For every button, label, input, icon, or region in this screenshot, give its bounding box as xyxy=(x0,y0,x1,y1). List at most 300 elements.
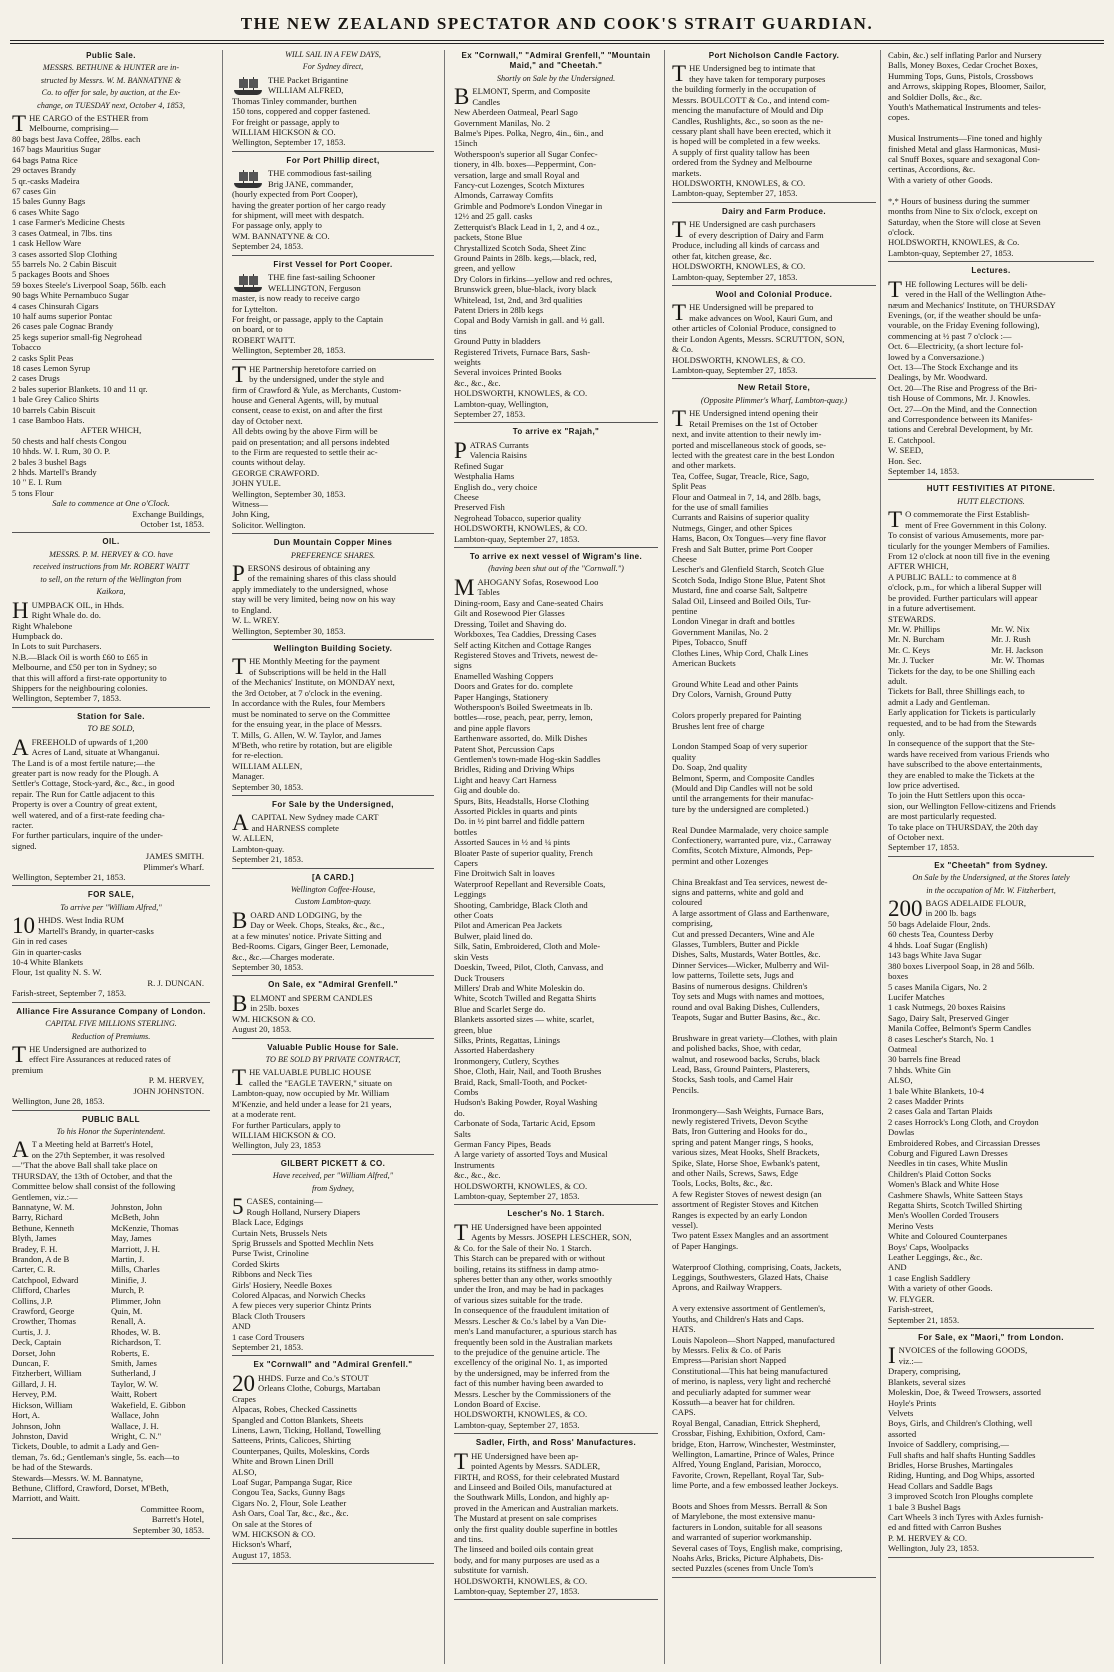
ad-text-line: Gin in quarter-casks xyxy=(12,946,82,957)
ad-text-line: until the arrangements for their manufac- xyxy=(672,793,814,804)
name-right: Waitt, Robert xyxy=(111,1389,158,1400)
ad-text-line: to the prejudice of the genuine article. The xyxy=(454,1346,600,1357)
name-pair-row xyxy=(888,624,1094,634)
drop-initial: 5 xyxy=(232,1194,244,1220)
ad-text-line: Salts xyxy=(454,1128,471,1139)
ad-text-line: Confectionery, warranted pure, viz., Carraway xyxy=(672,835,832,845)
drop-initial: P xyxy=(232,561,245,587)
ad-text-line: Girls' Hosiery, Needle Boxes xyxy=(232,1279,332,1290)
ad-lead-line: HE Partnership heretofore carried on xyxy=(249,363,377,374)
ad-text-line: 2 cases Madder Prints xyxy=(888,1095,964,1106)
ad-text-line: Ironmongery—Sash Weights, Furnace Bars, xyxy=(672,1105,824,1116)
ad-text-line: The Land is of a most fertile nature;—the xyxy=(12,757,155,768)
ad-lead-line: they have taken for temporary purposes xyxy=(689,73,826,84)
name-right: Wakefield, E. Gibbon xyxy=(111,1399,186,1410)
ad-text-line: Bloater Paste of superior quality, French xyxy=(454,847,593,858)
ad-text-line: 380 boxes Liverpool Soap, in 28 and 56lb. xyxy=(888,960,1035,971)
ad-text-line: 8 cases Lescher's Starch, No. 1 xyxy=(888,1033,995,1044)
ad-text-line: Braid, Rack, Small-Tooth, and Pocket- xyxy=(454,1076,588,1087)
name-right: Minifie, J. xyxy=(111,1274,147,1285)
ad-text-line: Messrs. Lescher by the Commissioners of the xyxy=(454,1388,611,1399)
ad-text-line: Wotherspoon's superior all Sugar Confec- xyxy=(454,148,598,159)
ad-lead-line: Day or Week. Chops, Steaks, &c., &c., xyxy=(250,920,385,931)
ad-text-line: Belmont, Sperm, and Composite Candles xyxy=(672,772,815,783)
column-divider xyxy=(222,50,223,1664)
name-pair-row xyxy=(12,1337,210,1347)
ad-text-line: *,* Hours of business during the summer xyxy=(888,195,1030,206)
name-left: Blyth, James xyxy=(12,1233,57,1244)
ad-text-line: Balme's Pipes. Polka, Negro, 4in., 6in., and xyxy=(454,128,604,139)
ad-heading: To arrive ex "Rajah," xyxy=(512,427,600,437)
ad-text-line: certinas, Accordions, &c. xyxy=(888,164,976,175)
ad-text-line: greater part is now ready for the Plough. A xyxy=(12,767,159,778)
ad-heading: New Retail Store, xyxy=(737,383,811,393)
ad-lead xyxy=(888,507,1094,533)
ad-text-line: Shoe, Cloth, Hair, Nail, and Tooth Brushes xyxy=(454,1066,602,1077)
ad-text-line: With a variety of other Goods. xyxy=(888,1283,993,1294)
ad-lead-line: Melbourne, comprising— xyxy=(29,123,119,134)
ad-text-line: 6 cases White Sago xyxy=(12,206,79,217)
name-left: Mr. W. Phillips xyxy=(888,623,941,634)
ad-text-line: Lambton-quay, September 27, 1853. xyxy=(672,188,798,199)
ad-text-line: Committee below shall consist of the following xyxy=(12,1181,176,1192)
ad-text-line: W. FLYGER. xyxy=(888,1293,935,1304)
ad-text-line: Witness— xyxy=(232,499,268,509)
drop-initial: I xyxy=(888,1343,896,1369)
ad-text-line: Cheese xyxy=(454,492,479,503)
ad-text-line: On sale at the Stores of xyxy=(232,1518,312,1529)
ad-text-line: Shippers for the neighbouring colonies. xyxy=(12,682,148,693)
ad-lead xyxy=(232,561,434,587)
advertisement xyxy=(232,1043,434,1155)
ad-text-line: 50 chests and half chests Congou xyxy=(12,435,127,446)
ad-text-line: Manila Coffee, Belmont's Sperm Candles xyxy=(888,1023,1031,1034)
ad-text-line: HOLDSWORTH, KNOWLES, & CO. xyxy=(454,1575,588,1586)
ad-text-line: M'Kenzie, and held under a lease for 21 years, xyxy=(232,1098,392,1109)
drop-initial: M xyxy=(454,574,475,600)
ad-text-line: Wotherspoon's Boiled Sweetmeats in lb. xyxy=(454,701,593,712)
ad-text-line: tins xyxy=(454,325,467,336)
ad-heading: Dun Mountain Copper Mines xyxy=(273,538,393,548)
ad-text-line: signed. xyxy=(12,840,37,851)
ad-text-line: low patterns, Toilette sets, Jugs and xyxy=(672,970,794,981)
ad-text-line: lected with the greatest care in the best London xyxy=(672,449,835,460)
ad-text-line: Gilt and Rosewood Pier Glasses xyxy=(454,608,565,619)
ad-text-line xyxy=(672,700,876,710)
ad-text-line: White, Scotch Twilled and Regatta Shirts xyxy=(454,993,596,1004)
masthead-rule-thin xyxy=(10,43,1104,44)
ad-text-line: 2 bales 3 bushel Bags xyxy=(12,456,87,467)
ad-text-line: 90 bags White Pernambuco Sugar xyxy=(12,290,129,301)
ad-text-line xyxy=(672,1095,876,1105)
advertisement xyxy=(888,861,1094,1329)
ad-text-line: 10-4 White Blankets xyxy=(12,957,83,968)
masthead-rule xyxy=(10,40,1104,41)
name-left: Bethune, Kenneth xyxy=(12,1222,75,1233)
ad-subheading: (Opposite Plimmer's Wharf, Lambton-quay.) xyxy=(700,395,848,405)
ad-text-line: walnut, and rosewood backs, Scrubs, black xyxy=(672,1053,820,1064)
ad-text-line: Salad Oil, Linseed and Boiled Oils, Tur- xyxy=(672,595,811,606)
ad-lead-line: Brig JANE, commander, xyxy=(268,178,354,189)
ad-text-line: at a few minutes' notice. Private Sitting and xyxy=(232,930,382,941)
ad-lead-line: BAGS ADELAIDE FLOUR, xyxy=(925,898,1027,909)
ad-lead-line: on the 27th September, it was resolved xyxy=(31,1149,165,1160)
ad-text-line: to England. xyxy=(232,604,272,615)
ad-text-line: Exchange Buildings, xyxy=(132,508,204,519)
ad-text-line: Westphalia Hams xyxy=(454,471,515,482)
name-left: Hort, A. xyxy=(12,1410,40,1421)
ad-subheading: in the occupation of Mr. W. Fitzherbert, xyxy=(926,885,1056,895)
ad-text-line xyxy=(672,1022,876,1032)
ad-lead-line: HE Undersigned will be prepared to xyxy=(689,302,814,313)
ad-text-line: & Co. xyxy=(672,344,694,355)
ad-text-line: of October next. xyxy=(888,832,945,843)
ad-text-line: 15inch xyxy=(454,138,478,149)
ad-text-line: AFTER WHICH, xyxy=(888,561,949,572)
ad-text-line: Wellington, September 17, 1853. xyxy=(232,137,346,148)
ad-text-line: Tickets for Ball, three Shillings each, to xyxy=(888,686,1025,697)
column-1 xyxy=(12,50,210,1664)
ad-text-line: of the Mechanics' Institute, on MONDAY next, xyxy=(232,677,395,688)
ad-text-line: For further Particulars, apply to xyxy=(232,1119,341,1130)
ad-text-line: Manager. xyxy=(232,771,265,782)
ad-lead xyxy=(232,75,434,96)
ad-text-line: HOLDSWORTH, KNOWLES, & CO. xyxy=(672,261,806,272)
ad-text-line: markets. xyxy=(672,167,702,178)
ad-lead-line: HE Monthly Meeting for the payment xyxy=(249,656,380,667)
ad-text-line: 1 cask Nutmegs, 20 boxes Raisins xyxy=(888,1002,1006,1013)
ad-text-line: 4 hhds. Loaf Sugar (English) xyxy=(888,939,988,950)
ad-text-line: Zetterquist's Black Lead in 1, 2, and 4 oz., xyxy=(454,221,600,232)
ad-text-line: admit a Lady and Gentleman. xyxy=(888,696,990,707)
ad-lead-line: HE Undersigned have been appointed xyxy=(471,1221,602,1232)
ad-heading: First Vessel for Port Cooper. xyxy=(273,259,393,269)
ad-text-line: is hoped will be completed in a few weeks. xyxy=(672,136,821,147)
ad-lead-line: ELMONT, Sperm, and Composite xyxy=(472,86,591,97)
ad-text-line: Colors properly prepared for Painting xyxy=(672,710,802,721)
ad-text-line: Carbonate of Soda, Tartaric Acid, Epsom xyxy=(454,1118,596,1129)
ad-text-line: Wellington, Lamartine, Prince of Wales, Prince xyxy=(672,1448,835,1459)
ad-text-line: Waterproof Clothing, comprising, Coats, Jackets, xyxy=(672,1261,842,1272)
ad-text-line: White and Coloured Counterpanes xyxy=(888,1231,1008,1242)
ad-heading: GILBERT PICKETT & CO. xyxy=(280,1158,386,1168)
ad-text-line: sected Puzzles (scenes from Uncle Tom's xyxy=(672,1563,814,1574)
advertisement xyxy=(232,538,434,640)
ad-text-line: WM. HICKSON & CO. xyxy=(232,1529,316,1540)
ad-lead xyxy=(454,1219,658,1245)
ad-text-line: tleman, 7s. 6d.; Gentleman's single, 5s. each—to xyxy=(12,1451,180,1462)
ad-text-line: excellency of the original No. 1, as imported xyxy=(454,1357,608,1368)
ad-text-line: WILLIAM HICKSON & CO. xyxy=(232,127,336,138)
name-pair-row xyxy=(12,1431,210,1441)
ad-text-line: Full shafts and half shafts Hunting Saddles xyxy=(888,1449,1036,1460)
ad-text-line: Negrohead Tobacco, superior quality xyxy=(454,512,582,523)
advertisement xyxy=(888,1333,1094,1558)
ad-text-line: proved in the American and Australian markets. xyxy=(454,1502,619,1513)
ad-lead-line: HE Undersigned are cash purchasers xyxy=(689,219,816,230)
ad-text-line: Head Collars and Saddle Bags xyxy=(888,1480,993,1491)
advertisement xyxy=(12,1007,210,1111)
ad-text-line: cal Snuff Boxes, square and sexagonal Con- xyxy=(888,154,1040,165)
ad-lead xyxy=(454,437,658,463)
ad-text-line: 2 cases Gala and Tartan Plaids xyxy=(888,1106,993,1117)
ad-text-line: and tins. xyxy=(454,1534,484,1544)
ad-text-line: Youths, and Children's Hats and Caps. xyxy=(672,1313,804,1324)
ad-subheading: change, on TUESDAY next, October 4, 1853, xyxy=(37,100,185,110)
ad-subheading: received instructions from Mr. ROBERT WAITT xyxy=(32,562,190,572)
ad-subheading: MESSRS. BETHUNE & HUNTER are in- xyxy=(42,63,180,73)
ad-text-line: firm of Crawford & Yule, as Merchants, Custom- xyxy=(232,384,402,395)
name-right: Sutherland, J xyxy=(111,1368,156,1379)
ad-text-line: 1 cask Hellow Ware xyxy=(12,238,82,249)
ad-text-line: well watered, and of a first-rate feeding cha- xyxy=(12,809,165,820)
ad-text-line: and pine apple flavors xyxy=(454,722,531,733)
ad-lead-line: NVOICES of the following GOODS, xyxy=(898,1345,1028,1356)
name-pair-row xyxy=(888,655,1094,665)
ad-text-line: Capers xyxy=(454,858,478,869)
ad-text-line: Fine Droitwich Salt in loaves xyxy=(454,868,555,879)
ad-lead-line: HE Undersigned have been ap- xyxy=(471,1450,579,1461)
ad-text-line: HOLDSWORTH, KNOWLES, & CO. xyxy=(672,178,806,189)
column-2 xyxy=(232,50,434,1664)
ad-lead-line: CASES, containing— xyxy=(246,1196,323,1207)
ad-text-line: In consequence of the support that the Ste- xyxy=(888,738,1035,749)
ad-text-line: August 20, 1853. xyxy=(232,1024,292,1035)
drop-initial: T xyxy=(232,361,247,387)
ad-text-line: E. Catchpool. xyxy=(888,434,936,445)
ad-text-line: Real Dundee Marmalade, very choice sample xyxy=(672,824,829,835)
ad-text-line: 60 chests Tea, Countess Derby xyxy=(888,929,994,940)
ad-text-line: Government Manilas, No. 2 xyxy=(672,626,769,637)
ad-subheading: CAPITAL FIVE MILLIONS STERLING. xyxy=(45,1019,177,1029)
name-pair-row xyxy=(12,1244,210,1254)
ad-text-line: Instruments xyxy=(454,1159,495,1170)
name-left: Bradey, F. H. xyxy=(12,1243,58,1254)
ad-text-line: Humming Tops, Guns, Pistols, Crossbows xyxy=(888,70,1034,81)
ad-lead-line: Retail Premises on the 1st of October xyxy=(689,418,818,429)
ad-text-line: coloured xyxy=(672,897,703,908)
ad-text-line: various sizes, Meat Hooks, Shelf Brackets, xyxy=(672,1147,820,1158)
column-5 xyxy=(888,50,1094,1664)
ad-heading: Sadler, Firth, and Ross' Manufactures. xyxy=(475,1438,637,1448)
name-pair-row xyxy=(12,1296,210,1306)
ad-lead-line: Right Whale do. do. xyxy=(31,609,101,620)
ad-text-line: Counterpanes, Quilts, Moleskins, Cords xyxy=(232,1445,370,1456)
ad-text-line: Congou Tea, Sacks, Gunny Bags xyxy=(232,1487,345,1498)
ad-text-line: Workboxes, Tea Caddies, Dressing Cases xyxy=(454,629,597,640)
ad-text-line: and Soldier Dolls, &c., &c. xyxy=(888,91,983,102)
name-right: Mr. W. Nix xyxy=(991,623,1030,634)
ad-text-line: September 17, 1853. xyxy=(888,842,960,853)
advertisement xyxy=(888,50,1094,262)
name-right: Murch, P. xyxy=(111,1285,145,1296)
ad-text-line: Solicitor. Wellington. xyxy=(232,519,306,530)
ad-text-line: the 3rd October, at 7 o'clock in the evening. xyxy=(232,687,383,698)
ad-text-line: Light and heavy Cart Harness xyxy=(454,774,557,785)
ad-text-line: Lambton-quay, September 27, 1853. xyxy=(672,271,798,282)
ad-text-line: the Southwark Mills, London, and highly ap- xyxy=(454,1492,610,1503)
ad-text-line: 3 improved Scotch Iron Ploughs complete xyxy=(888,1491,1033,1502)
ad-text-line xyxy=(888,185,1094,195)
ad-text-line xyxy=(672,669,876,679)
ad-text-line: Clothes Lines, Whip Cord, Chalk Lines xyxy=(672,647,809,658)
drop-initial: A xyxy=(12,1137,29,1163)
ad-date: Wellington, September 21, 1853. xyxy=(12,872,126,883)
ad-text-line: Boys, Girls, and Children's Clothing, well xyxy=(888,1418,1033,1429)
ad-subheading: structed by Messrs. W. M. BANNATYNE & xyxy=(40,75,182,85)
ad-text-line: to the Firm are requested to settle their ac- xyxy=(232,446,378,457)
ad-text-line: Leather Leggings, &c., &c. xyxy=(888,1252,983,1263)
ship-icon xyxy=(232,76,264,96)
name-left: Johnson, John xyxy=(12,1420,61,1431)
ad-text-line: For further particulars, inquire of the under- xyxy=(12,830,163,841)
ad-text-line: Cart Wheels 3 inch Tyres with Axles furnish- xyxy=(888,1512,1044,1522)
ad-text-line: Wellington, July 23, 1853. xyxy=(888,1543,979,1554)
ad-text-line: GEORGE CRAWFORD. xyxy=(232,467,320,478)
advertisement xyxy=(232,1360,434,1564)
ad-text-line: assorted xyxy=(888,1428,917,1439)
ad-subheading: Have received, per "William Alfred," xyxy=(272,1171,394,1181)
advertisement xyxy=(454,1209,658,1434)
ad-text-line: next, and invite attention to their newly im- xyxy=(672,429,822,440)
ad-lead-line: THE fine fast-sailing Schooner xyxy=(268,272,376,283)
ad-text-line: Loaf Sugar, Pampanga Sugar, Rice xyxy=(232,1477,353,1488)
ad-lead-line: UMPBACK OIL, in Hhds. xyxy=(31,599,125,610)
ad-text-line: Bats, Iron Guttering and Hooks for do., xyxy=(672,1126,808,1137)
ad-text-line: Copal and Body Varnish in gall. and ½ gall. xyxy=(454,315,605,326)
ad-text-line: day of October next. xyxy=(232,415,303,426)
ad-text-line: M'Beth, who retire by rotation, but are eligible xyxy=(232,739,393,750)
ad-text-line: Blankets assorted sizes — white, scarlet, xyxy=(454,1014,595,1025)
ad-text-line: September 30, 1853. xyxy=(232,781,304,792)
ad-text-line: 59 boxes Steele's Liverpool Soap, 56lb. each xyxy=(12,279,166,290)
ad-text-line: lowed by a Conversazione.) xyxy=(888,351,984,362)
ad-text-line: AND xyxy=(232,1321,251,1332)
ad-text-line: Duck Trousers xyxy=(454,972,505,983)
ad-text-line: Brunswick green, blue-black, ivory black xyxy=(454,284,597,295)
ad-heading: Ex "Cornwall" and "Admiral Grenfell." xyxy=(253,1360,413,1370)
ad-text-line: W. ALLEN, xyxy=(232,833,274,844)
ad-text-line: Earthenware assorted, do. Milk Dishes xyxy=(454,733,588,744)
ad-text-line: assortment of Register Stoves and Kitchen xyxy=(672,1199,819,1210)
ad-text-line: London Board of Excise. xyxy=(454,1398,541,1409)
ad-text-line: Invoice of Saddlery, comprising,— xyxy=(888,1439,1009,1450)
ad-text-line: 10 " E. I. Rum xyxy=(12,477,62,488)
name-right: Johnston, John xyxy=(111,1201,163,1212)
advertisement xyxy=(454,1438,658,1600)
ad-text-line: For passage only, apply to xyxy=(232,220,322,231)
name-pair-row xyxy=(12,1316,210,1326)
ad-lead-line: in 200 lb. bags xyxy=(925,908,977,919)
ad-text-line: Gentlemen, viz.:— xyxy=(12,1191,78,1202)
ad-text-line: o'clock. xyxy=(888,226,915,237)
ad-subheading: Co. to offer for sale, by auction, at the Ex- xyxy=(41,88,181,98)
ad-text-line: WM. HICKSON & CO. xyxy=(232,1013,316,1024)
ad-text-line: CAPS. xyxy=(672,1407,696,1418)
ad-text-line: Whitelead, 1st, 2nd, and 3rd qualities xyxy=(454,294,583,305)
ad-text-line: THURSDAY, the 13th of October, and that the xyxy=(12,1170,173,1181)
ad-text-line: The linseed and boiled oils contain great xyxy=(454,1544,594,1555)
ad-lead xyxy=(454,1448,658,1474)
ad-text-line: Thomas Tinley commander, burthen xyxy=(232,95,357,106)
ad-lead-line: HE Undersigned are authorized to xyxy=(29,1043,147,1054)
ad-note: Sale to commence at One o'Clock. xyxy=(52,498,170,509)
ad-text-line: Blankets, several sizes xyxy=(888,1376,966,1387)
ad-text-line: Currants and Raisins of superior quality xyxy=(672,512,810,523)
ad-text-line: JAMES SMITH. xyxy=(145,851,204,862)
name-pair-row xyxy=(12,1358,210,1368)
ad-text-line: cessary plant shall have been erected, which it xyxy=(672,126,831,137)
ad-text-line: Brushware in great variety—Clothes, with plain xyxy=(672,1032,838,1043)
ad-text-line: Bridles, Riding and Driving Whips xyxy=(454,764,575,775)
ad-heading: Ex "Cheetah" from Sydney. xyxy=(934,860,1048,870)
ad-text-line: 4 cases Chinsurah Cigars xyxy=(12,300,99,311)
ad-text-line: September 21, 1853. xyxy=(232,1341,304,1352)
ad-text-line: Crapes xyxy=(232,1393,256,1404)
ad-text-line: Boys' Caps, Woolpacks xyxy=(888,1241,969,1252)
ad-text-line: boiling, retains its stiffness in damp atmo- xyxy=(454,1263,599,1274)
ad-text-line: August 17, 1853. xyxy=(232,1549,292,1560)
ad-lead-line: viz.:— xyxy=(898,1355,923,1366)
advertisement xyxy=(232,361,434,535)
ad-lead xyxy=(888,276,1094,302)
drop-initial: T xyxy=(672,61,687,87)
ad-text-line: Black Cloth Trousers xyxy=(232,1310,306,1321)
name-left: Catchpool, Edward xyxy=(12,1274,79,1285)
ad-text-line: do. xyxy=(454,1107,465,1118)
ad-text-line: A few Register Stoves of newest design (an xyxy=(672,1188,822,1199)
ad-heading: Port Nicholson Candle Factory. xyxy=(708,51,840,60)
ad-lead xyxy=(454,84,658,110)
ad-text-line: copes. xyxy=(888,112,910,123)
ad-text-line: Linens, Lawn, Ticking, Holland, Towelling xyxy=(232,1425,381,1435)
ad-heading: Station for Sale. xyxy=(77,711,145,721)
ad-text-line: Registered Stoves and Trivets, newest de- xyxy=(454,649,598,660)
ad-text-line: Settler's Cottage, Stock-yard, &c., &c., in good xyxy=(12,778,175,789)
ad-text-line: Musical Instruments—Fine toned and highly xyxy=(888,133,1043,144)
ad-text-line: Right Whalebone xyxy=(12,620,73,631)
ad-text-line: Teapots, Sugar and Butter Basins, &c., &c. xyxy=(672,1011,821,1022)
ad-text-line: Glasses, Tumblers, Butter and Pickle xyxy=(672,939,799,950)
ad-text-line: tionery, in 4lb. boxes—Peppermint, Con- xyxy=(454,159,596,170)
ad-text-line: WM. BANNATYNE & CO. xyxy=(232,230,330,241)
ad-text-line: W. L. WREY. xyxy=(232,615,280,626)
advertisement xyxy=(12,537,210,707)
ad-text-line: White and Brown Linen Drill xyxy=(232,1456,334,1467)
ad-text-line: &c., &c., &c. xyxy=(454,1170,501,1181)
ad-text-line: Do. Soap, 2nd quality xyxy=(672,762,748,773)
ad-text-line: Alfred, Young England, Parisian, Morocco, xyxy=(672,1459,822,1470)
ad-lead-line: of every description of Dairy and Farm xyxy=(689,229,824,240)
advertisement xyxy=(232,980,434,1038)
ad-lead-line: T a Meeting held at Barrett's Hotel, xyxy=(31,1139,154,1150)
name-left: Barry, Richard xyxy=(12,1212,63,1223)
ad-text-line: Paper Hangings, Stationery xyxy=(454,691,549,702)
ad-text-line: Tickets, Double, to admit a Lady and Gen- xyxy=(12,1441,159,1452)
ad-text-line: master, is now ready to receive cargo xyxy=(232,293,360,304)
name-left: Mr. C. Keys xyxy=(888,644,931,655)
ad-heading: For Sale by the Undersigned, xyxy=(272,799,394,809)
ad-text-line: W. SEED, xyxy=(888,445,924,456)
ad-text-line: other articles of Colonial Produce, consigned to xyxy=(672,323,836,334)
drop-initial: T xyxy=(454,1219,469,1245)
name-right: Wallace, John xyxy=(111,1410,159,1421)
ad-text-line: Dry Colors in firkins—yellow and red ochres, xyxy=(454,273,613,284)
ad-text-line: Oct. 13—The Stock Exchange and its xyxy=(888,361,1018,372)
ad-text-line: Silks, Prints, Regattas, Linings xyxy=(454,1034,560,1045)
ad-text-line: English do., very choice xyxy=(454,481,538,492)
ad-text-line xyxy=(672,1251,876,1261)
